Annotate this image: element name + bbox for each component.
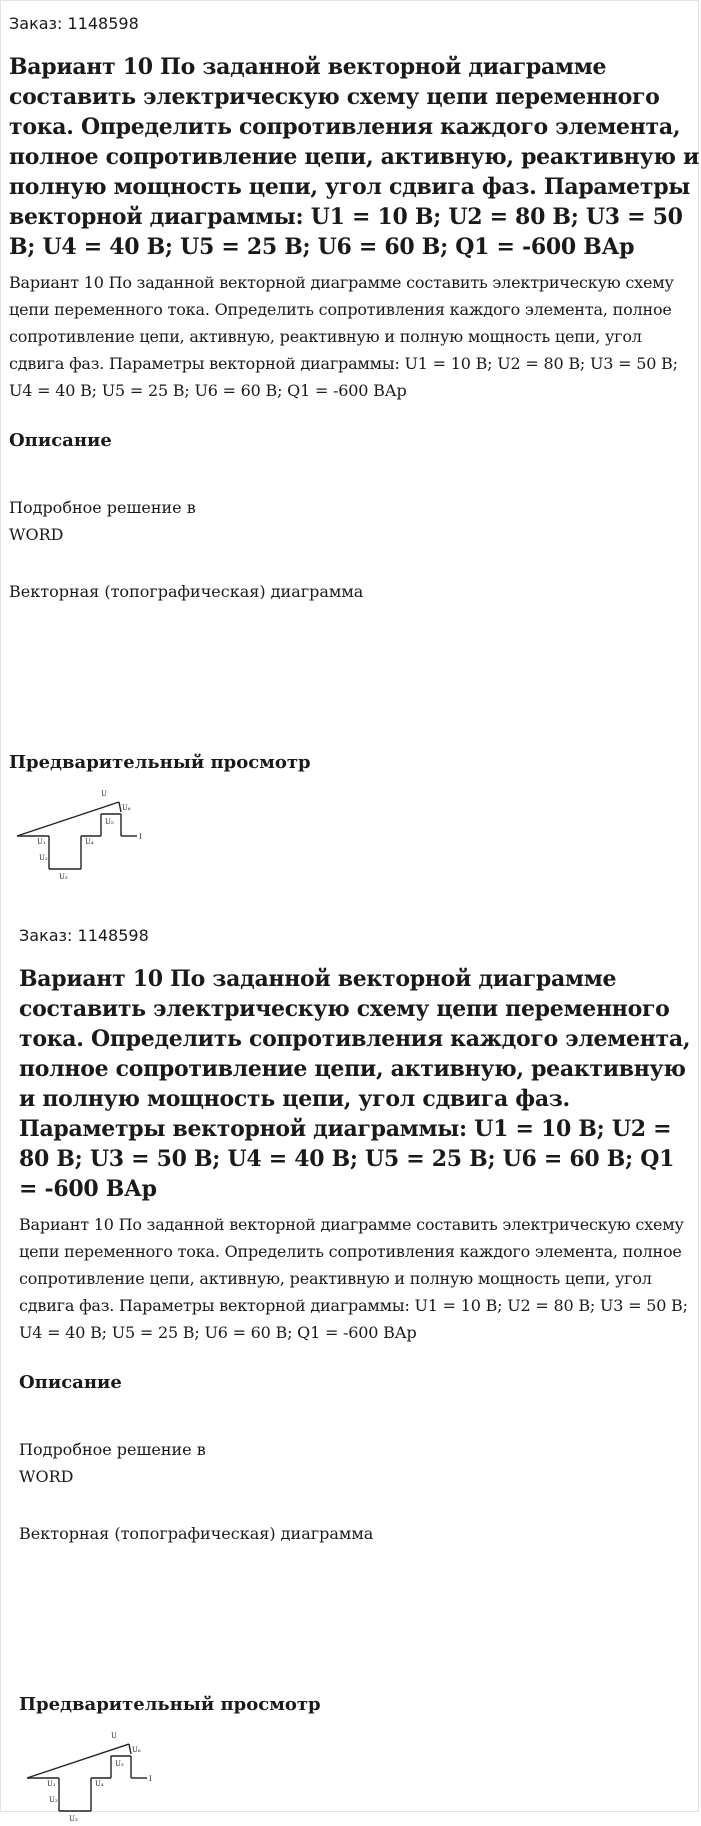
diagram-label-u5: U₅ [115,1760,124,1768]
vector-diagram-preview[interactable] [9,784,149,884]
diagram-label-u3: U₃ [69,1815,78,1823]
order-number: Заказ: 1148598 [9,14,139,33]
diagram-label-i: I [139,833,142,841]
order-number: Заказ: 1148598 [19,926,149,945]
diagram-label-u5: U₅ [105,818,114,826]
diagram-label-u3: U₃ [59,873,68,881]
description-line-1b: WORD [9,525,64,544]
description-line-1 [9,494,699,548]
order-body-text: Вариант 10 По заданной векторной диаграмме составить электрическую схему цепи переменного тока. Определить сопротивления каждого элемента, полное сопротивление цепи, активную, реактивную и полную мощность цепи, угол сдвига фаз. Параметры векторной диаграммы: U1 = 10 В; U2 = 80 В; U3 = 50 В; U4 = 40 В; U5 = 25 В; U6 = 60 В; Q1 = -600 ВАр [9,273,678,400]
description-line-1b: WORD [19,1467,74,1486]
diagram-label-u2: U₂ [39,854,48,862]
preview-heading: Предварительный просмотр [9,752,311,773]
diagram-label-u6: U₆ [132,1746,141,1754]
diagram-label-u6: U₆ [122,804,131,812]
diagram-label-u1: U₁ [47,1780,56,1788]
order-block-1 [9,1,699,884]
description-heading: Описание [9,430,112,451]
diagram-label-u2: U₂ [49,1796,58,1804]
description-heading: Описание [19,1372,122,1393]
preview-heading: Предварительный просмотр [19,1694,321,1715]
order-title: Вариант 10 По заданной векторной диаграмме составить электрическую схему цепи переменного тока. Определить сопротивления каждого элемента, полное сопротивление цепи, активную, реактивную и полную мощность цепи, угол сдвига фаз. Параметры векторной диаграммы: U1 = 10 В; U2 = 80 В; U3 = 50 В; U4 = 40 В; U5 = 25 В; U6 = 60 В; Q1 = -600 ВАр [19,966,691,1202]
description-line-2: Векторная (топографическая) диаграмма [9,582,364,601]
order-title: Вариант 10 По заданной векторной диаграмме составить электрическую схему цепи переменного тока. Определить сопротивления каждого элемента, полное сопротивление цепи, активную, реактивную и полную мощность цепи, угол сдвига фаз. Параметры векторной диаграммы: U1 = 10 В; U2 = 80 В; U3 = 50 В; U4 = 40 В; U5 = 25 В; U6 = 60 В; Q1 = -600 ВАр [9,54,699,260]
diagram-label-u: U [101,790,107,798]
description-line-1a: Подробное решение в [19,1440,206,1459]
vector-diagram-preview[interactable] [19,1726,159,1826]
description-line-1 [19,1436,699,1490]
diagram-label-u4: U₄ [85,838,94,846]
description-line-2: Векторная (топографическая) диаграмма [19,1524,374,1543]
diagram-label-i: I [149,1775,152,1783]
description-line-1a: Подробное решение в [9,498,196,517]
diagram-label-u4: U₄ [95,1780,104,1788]
diagram-label-u1: U₁ [37,838,46,846]
diagram-label-u: U [111,1732,117,1740]
order-body-text: Вариант 10 По заданной векторной диаграмме составить электрическую схему цепи переменного тока. Определить сопротивления каждого элемента, полное сопротивление цепи, активную, реактивную и полную мощность цепи, угол сдвига фаз. Параметры векторной диаграммы: U1 = 10 В; U2 = 80 В; U3 = 50 В; U4 = 40 В; U5 = 25 В; U6 = 60 В; Q1 = -600 ВАр [19,1215,688,1342]
order-block-2 [19,913,699,1826]
